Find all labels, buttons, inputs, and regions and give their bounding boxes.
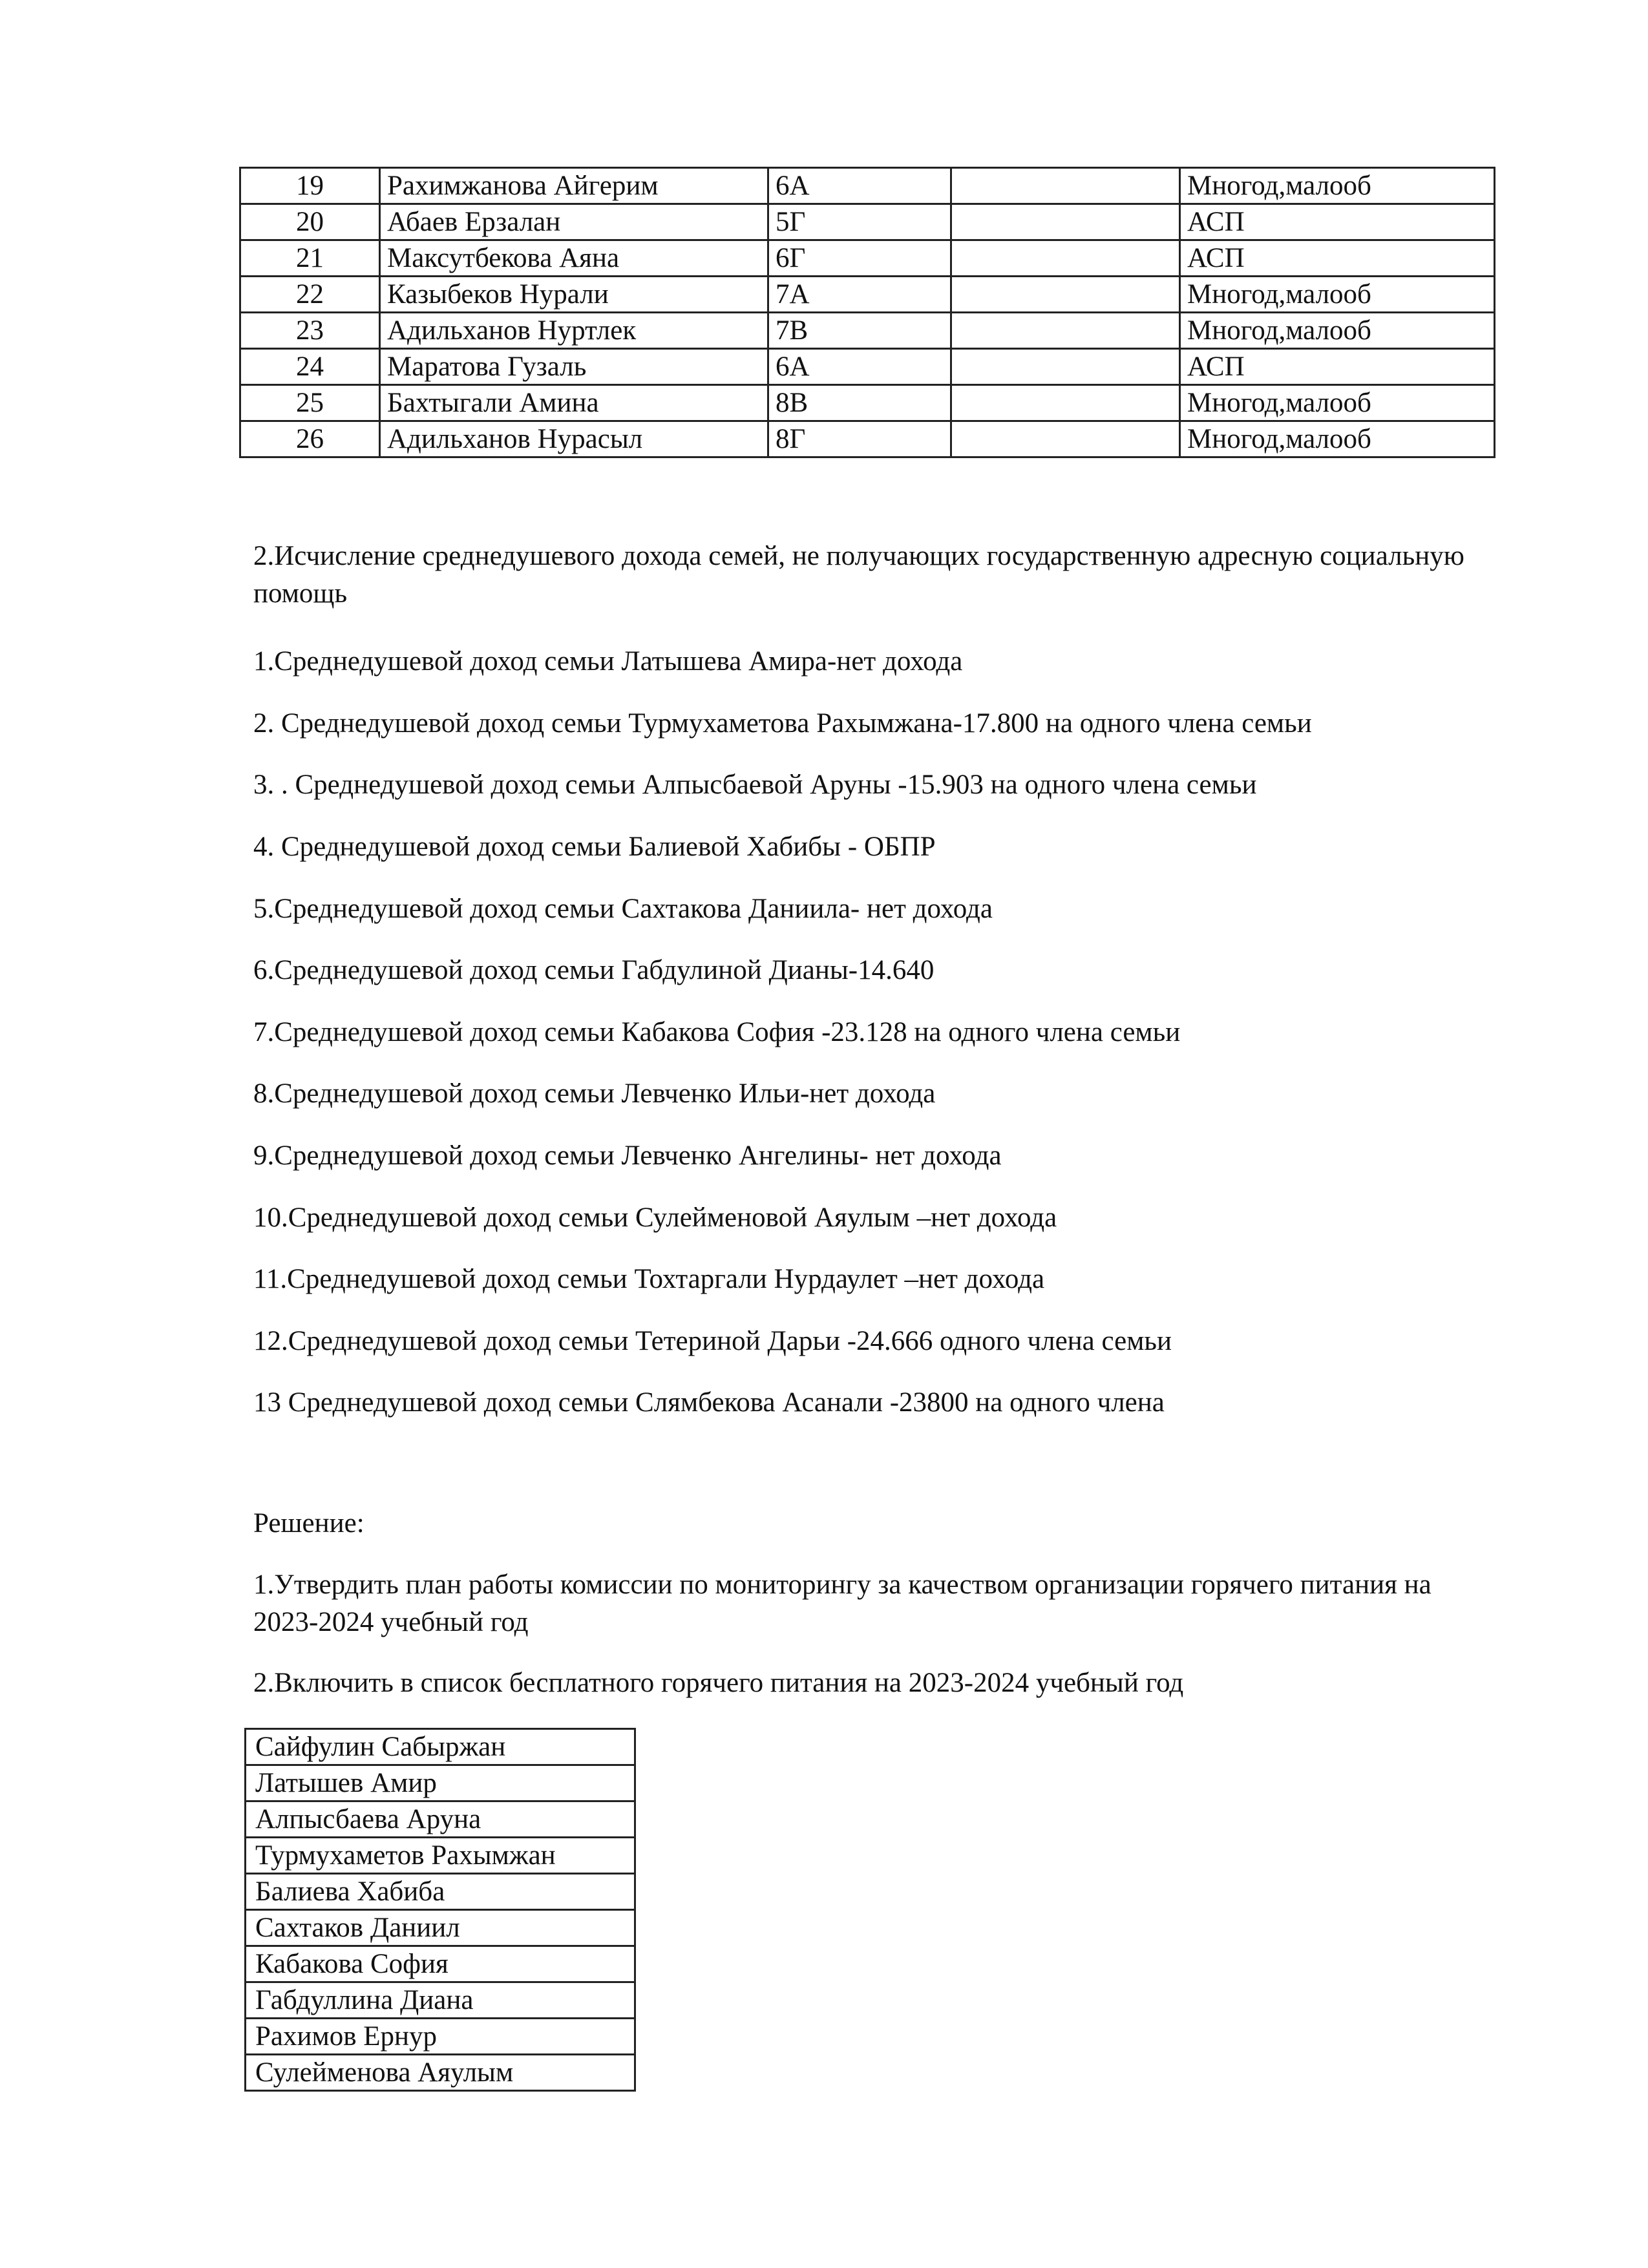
table-row [240, 349, 1495, 385]
student-name: Казыбеков Нурали [380, 277, 768, 313]
empty-cell [951, 349, 1180, 385]
table-row [240, 277, 1495, 313]
income-item-8: 8.Среднедушевой доход семьи Левченко Ильи-нет дохода [253, 1078, 936, 1109]
student-status: Многод,малооб [1180, 277, 1495, 313]
row-number: 21 [240, 240, 380, 277]
table-row [246, 1729, 635, 1765]
student-status: Многод,малооб [1180, 168, 1495, 204]
income-item-4: 4. Среднедушевой доход семьи Балиевой Хабибы - ОБПР [253, 832, 936, 862]
student-name: Алпысбаева Аруна [246, 1801, 635, 1838]
empty-cell [951, 204, 1180, 240]
student-name: Адильханов Нурасыл [380, 421, 768, 457]
student-status: Многод,малооб [1180, 313, 1495, 349]
student-status: АСП [1180, 349, 1495, 385]
student-name: Сулейменова Аяулым [246, 2055, 635, 2091]
free-meals-table [244, 1728, 636, 2092]
table-row [246, 1874, 635, 1910]
student-name: Максутбекова Аяна [380, 240, 768, 277]
student-name: Габдуллина Диана [246, 1982, 635, 2019]
income-item-12: 12.Среднедушевой доход семьи Тетериной Дарьи -24.666 одного члена семьи [253, 1326, 1172, 1356]
student-name: Бахтыгали Амина [380, 385, 768, 421]
income-item-10: 10.Среднедушевой доход семьи Сулейменовой Аяулым –нет дохода [253, 1202, 1057, 1233]
empty-cell [951, 168, 1180, 204]
income-item-3: 3. . Среднедушевой доход семьи Алпысбаевой Аруны -15.903 на одного члена семьи [253, 770, 1257, 800]
empty-cell [951, 385, 1180, 421]
student-class: 7А [768, 277, 951, 313]
table-row [240, 168, 1495, 204]
income-item-6: 6.Среднедушевой доход семьи Габдулиной Дианы-14.640 [253, 955, 935, 985]
empty-cell [951, 277, 1180, 313]
table-row [246, 1765, 635, 1801]
table-row [246, 1910, 635, 1946]
student-name: Рахимов Ернур [246, 2019, 635, 2055]
table-row [246, 1838, 635, 1874]
table-row [240, 204, 1495, 240]
decision-item-2: 2.Включить в список бесплатного горячего питания на 2023-2024 учебный год [253, 1668, 1184, 1698]
income-item-5: 5.Среднедушевой доход семьи Сахтакова Даниила- нет дохода [253, 894, 993, 924]
table-row [246, 2055, 635, 2091]
student-name: Сайфулин Сабыржан [246, 1729, 635, 1765]
student-class: 8Г [768, 421, 951, 457]
student-name: Абаев Ерзалан [380, 204, 768, 240]
income-section-heading: 2.Исчисление среднедушевого дохода семей, не получающих государственную адресную социальную помощь [253, 541, 1464, 609]
row-number: 23 [240, 313, 380, 349]
student-name: Турмухаметов Рахымжан [246, 1838, 635, 1874]
student-name: Маратова Гузаль [380, 349, 768, 385]
table-row [240, 385, 1495, 421]
income-item-13: 13 Среднедушевой доход семьи Слямбекова Асанали -23800 на одного члена [253, 1387, 1165, 1418]
income-item-1: 1.Среднедушевой доход семьи Латышева Амира-нет дохода [253, 646, 963, 677]
table-row [246, 1982, 635, 2019]
income-item-11: 11.Среднедушевой доход семьи Тохтаргали Нурдаулет –нет дохода [253, 1264, 1045, 1294]
student-name: Балиева Хабиба [246, 1874, 635, 1910]
student-status: Многод,малооб [1180, 385, 1495, 421]
table-row [246, 1801, 635, 1838]
table-row [240, 240, 1495, 277]
students-table [239, 167, 1495, 458]
decision-heading: Решение: [253, 1508, 364, 1538]
table-row [240, 313, 1495, 349]
income-item-7: 7.Среднедушевой доход семьи Кабакова София -23.128 на одного члена семьи [253, 1017, 1181, 1047]
table-row [240, 421, 1495, 457]
student-name: Рахимжанова Айгерим [380, 168, 768, 204]
student-class: 5Г [768, 204, 951, 240]
student-status: Многод,малооб [1180, 421, 1495, 457]
empty-cell [951, 421, 1180, 457]
student-class: 6А [768, 349, 951, 385]
student-status: АСП [1180, 240, 1495, 277]
income-item-9: 9.Среднедушевой доход семьи Левченко Ангелины- нет дохода [253, 1140, 1002, 1171]
student-name: Латышев Амир [246, 1765, 635, 1801]
student-class: 8В [768, 385, 951, 421]
row-number: 22 [240, 277, 380, 313]
student-name: Сахтаков Даниил [246, 1910, 635, 1946]
student-class: 6А [768, 168, 951, 204]
row-number: 25 [240, 385, 380, 421]
student-status: АСП [1180, 204, 1495, 240]
student-class: 6Г [768, 240, 951, 277]
student-name: Адильханов Нуртлек [380, 313, 768, 349]
row-number: 20 [240, 204, 380, 240]
row-number: 26 [240, 421, 380, 457]
row-number: 24 [240, 349, 380, 385]
table-row [246, 1946, 635, 1982]
student-name: Кабакова София [246, 1946, 635, 1982]
table-row [246, 2019, 635, 2055]
empty-cell [951, 313, 1180, 349]
empty-cell [951, 240, 1180, 277]
student-class: 7В [768, 313, 951, 349]
row-number: 19 [240, 168, 380, 204]
decision-item-1: 1.Утвердить план работы комиссии по мониторингу за качеством организации горячего питания на 2023-2024 учебный год [253, 1570, 1431, 1637]
income-item-2: 2. Среднедушевой доход семьи Турмухаметова Рахымжана-17.800 на одного члена семьи [253, 708, 1312, 739]
